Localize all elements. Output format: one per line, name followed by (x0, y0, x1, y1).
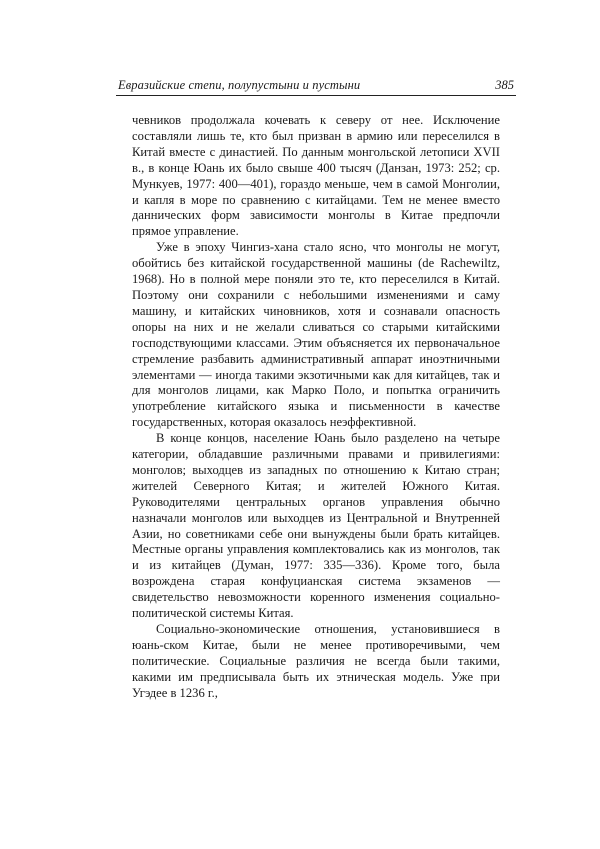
header-rule (116, 95, 516, 96)
paragraph-1: чевников продолжала кочевать к северу от нее. Исключение составляли лишь те, кто был призван в армию или переселился в Китай вместе с династией. По данным монгольской летописи XVII в., в конце Юань их было свыше 400 тысяч (Данзан, 1973: 252; ср. Мункуев, 1977: 400—401), гораздо меньше, чем в самой Монголии, и капля в море по сравнению с китайцами. Тем не менее вместо даннических форм зависимости монголы в Китае предпочли прямое управление. (132, 113, 500, 239)
page-number: 385 (495, 78, 514, 92)
running-header (116, 76, 516, 94)
paragraph-4: Социально-экономические отношения, установившиеся в юань-ском Китае, были не менее противоречивыми, чем политические. Социальные различия не всегда были такими, какими им предписывала быть их этническая модель. Уже при Угэдее в 1236 г., (132, 622, 500, 700)
paragraph-3: В конце концов, население Юань было разделено на четыре категории, обладавшие различными правами и привилегиями: монголов; выходцев из западных по отношению к Китаю стран; жителей Северного Китая; и жителей Южного Китая. Руководителями центральных органов управления обычно назначали монголов или выходцев из Центральной и Внутренней Азии, но советниками себе они вынуждены были брать китайцев. Местные органы управления комплектовались как из монголов, так и из китайцев (Думан, 1977: 335—336). Кроме того, была возрождена старая конфуцианская система экзаменов — свидетельство невозможности коренного изменения социально-политической системы Китая. (132, 431, 500, 621)
paragraph-2: Уже в эпоху Чингиз-хана стало ясно, что монголы не могут, обойтись без китайской государственной машины (de Rachewiltz, 1968). Но в полной мере поняли это те, кто переселился в Китай. Поэтому они сохранили с небольшими изменениями и саму машину, и китайских чиновников, хотя и сознавали опасность опоры на них и не желали сливаться со старыми китайскими господствующими классами. Этим объясняется их первоначальное стремление разбавить административный аппарат иноэтничными элементами — иногда такими экзотичными как для китайцев, так и для монголов лицами, как Марко Поло, и попытка ограничить употребление китайского языка и письменности в качестве государственных, которая оказалось неэффективной. (132, 240, 500, 430)
body-text (132, 113, 500, 702)
running-header-title: Евразийские степи, полупустыни и пустыни (118, 78, 361, 92)
